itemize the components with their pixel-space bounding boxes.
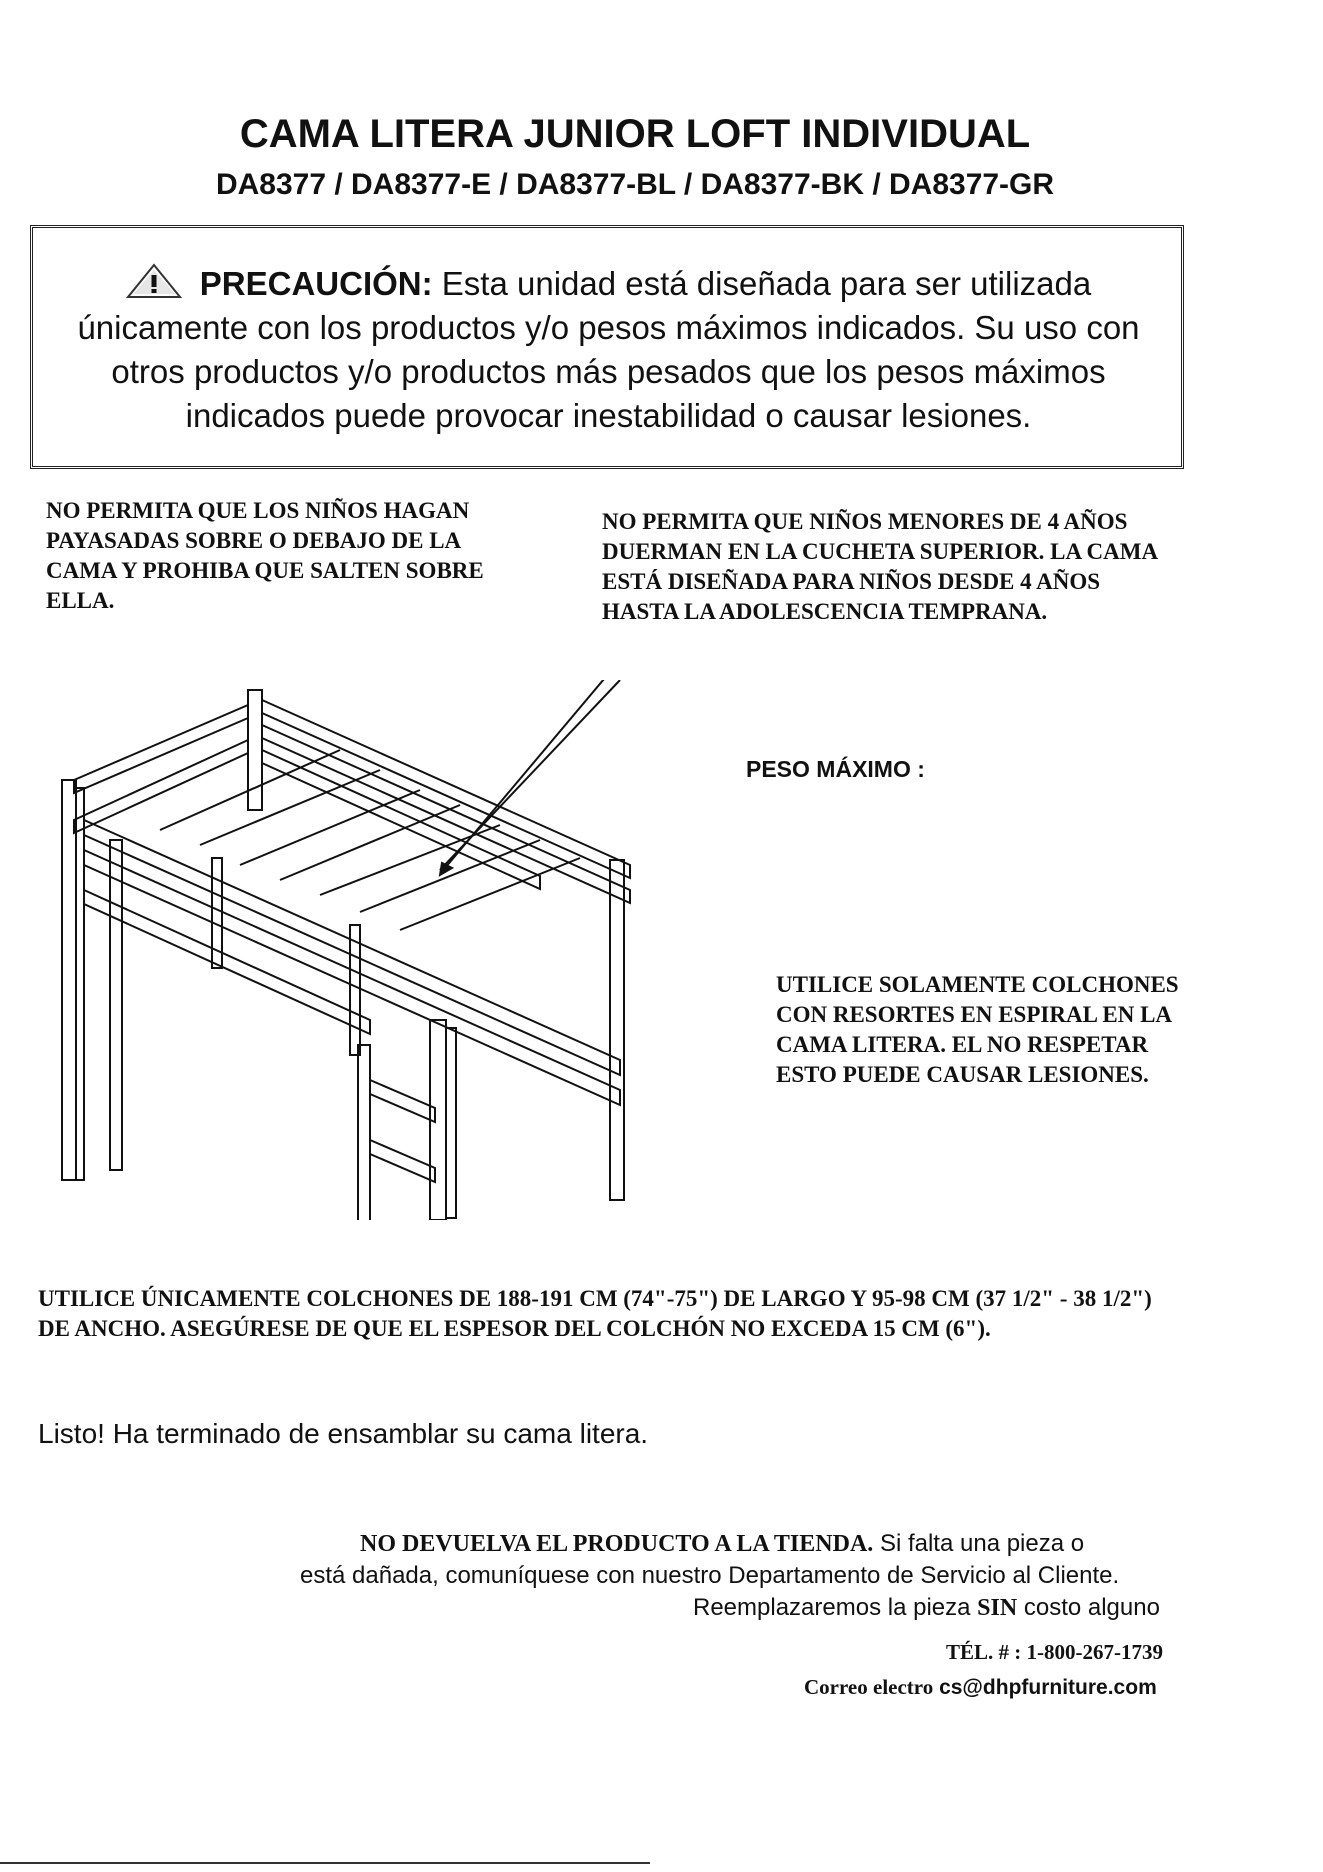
max-weight-label: PESO MÁXIMO : <box>746 756 925 782</box>
assembly-complete-text: Listo! Ha terminado de ensamblar su cama litera. <box>38 1418 649 1449</box>
return-notice-text3b: costo alguno <box>1023 1594 1160 1621</box>
document-title: CAMA LITERA JUNIOR LOFT INDIVIDUAL <box>239 112 1031 156</box>
return-notice-text2: está dañada, comuníquese con nuestro Departamento de Servicio al Cliente. <box>300 1562 1120 1589</box>
return-notice-bold: NO DEVUELVA EL PRODUCTO A LA TIENDA. <box>360 1531 874 1557</box>
email-address[interactable]: cs@dhpfurniture.com <box>939 1676 1157 1699</box>
phone-number: TÉL. # : 1-800-267-1739 <box>946 1640 1163 1664</box>
email-label: Correo electro <box>804 1675 934 1699</box>
warning-triangle-icon <box>126 263 182 299</box>
loft-bed-illustration <box>40 680 640 1220</box>
email-contact <box>804 1675 1157 1700</box>
mattress-size-note: UTILICE ÚNICAMENTE COLCHONES DE 188-191 CM (74"-75") DE LARGO Y 95-98 CM (37 1/2" - 38 1/2") DE ANCHO. ASEGÚRESE DE QUE EL ESPESOR DEL COLCHÓN NO EXCEDA 15 CM (6"). <box>38 1286 1152 1341</box>
return-notice-text3a: Reemplazaremos la pieza <box>693 1594 971 1621</box>
warning-spring-mattress: UTILICE SOLAMENTE COLCHONES CON RESORTES EN ESPIRAL EN LA CAMA LITERA. EL NO RESPETAR ESTO PUEDE CAUSAR LESIONES. <box>776 972 1179 1087</box>
caution-label: PRECAUCIÓN: <box>199 265 433 302</box>
warning-no-horseplay: NO PERMITA QUE LOS NIÑOS HAGAN PAYASADAS SOBRE O DEBAJO DE LA CAMA Y PROHIBA QUE SALTEN SOBRE ELLA. <box>46 498 484 613</box>
warning-age-limit: NO PERMITA QUE NIÑOS MENORES DE 4 AÑOS DUERMAN EN LA CUCHETA SUPERIOR. LA CAMA ESTÁ DISEÑADA PARA NIÑOS DESDE 4 AÑOS HASTA LA ADOLESCENCIA TEMPRANA. <box>602 509 1157 624</box>
return-notice-text1: Si falta una pieza o <box>879 1530 1085 1557</box>
return-notice <box>300 1528 1290 1624</box>
return-notice-sin: SIN <box>977 1595 1018 1621</box>
model-numbers: DA8377 / DA8377-E / DA8377-BL / DA8377-BK / DA8377-GR <box>215 168 1055 201</box>
caution-body: Esta unidad está diseñada para ser utilizada únicamente con los productos y/o pesos máximos indicados. Su uso con otros productos y/o productos más pesados que los pesos máximos indicados puede provocar inestabilidad o causar lesiones. <box>77 265 1140 434</box>
footer-divider <box>0 1862 650 1864</box>
caution-text <box>46 262 1171 438</box>
